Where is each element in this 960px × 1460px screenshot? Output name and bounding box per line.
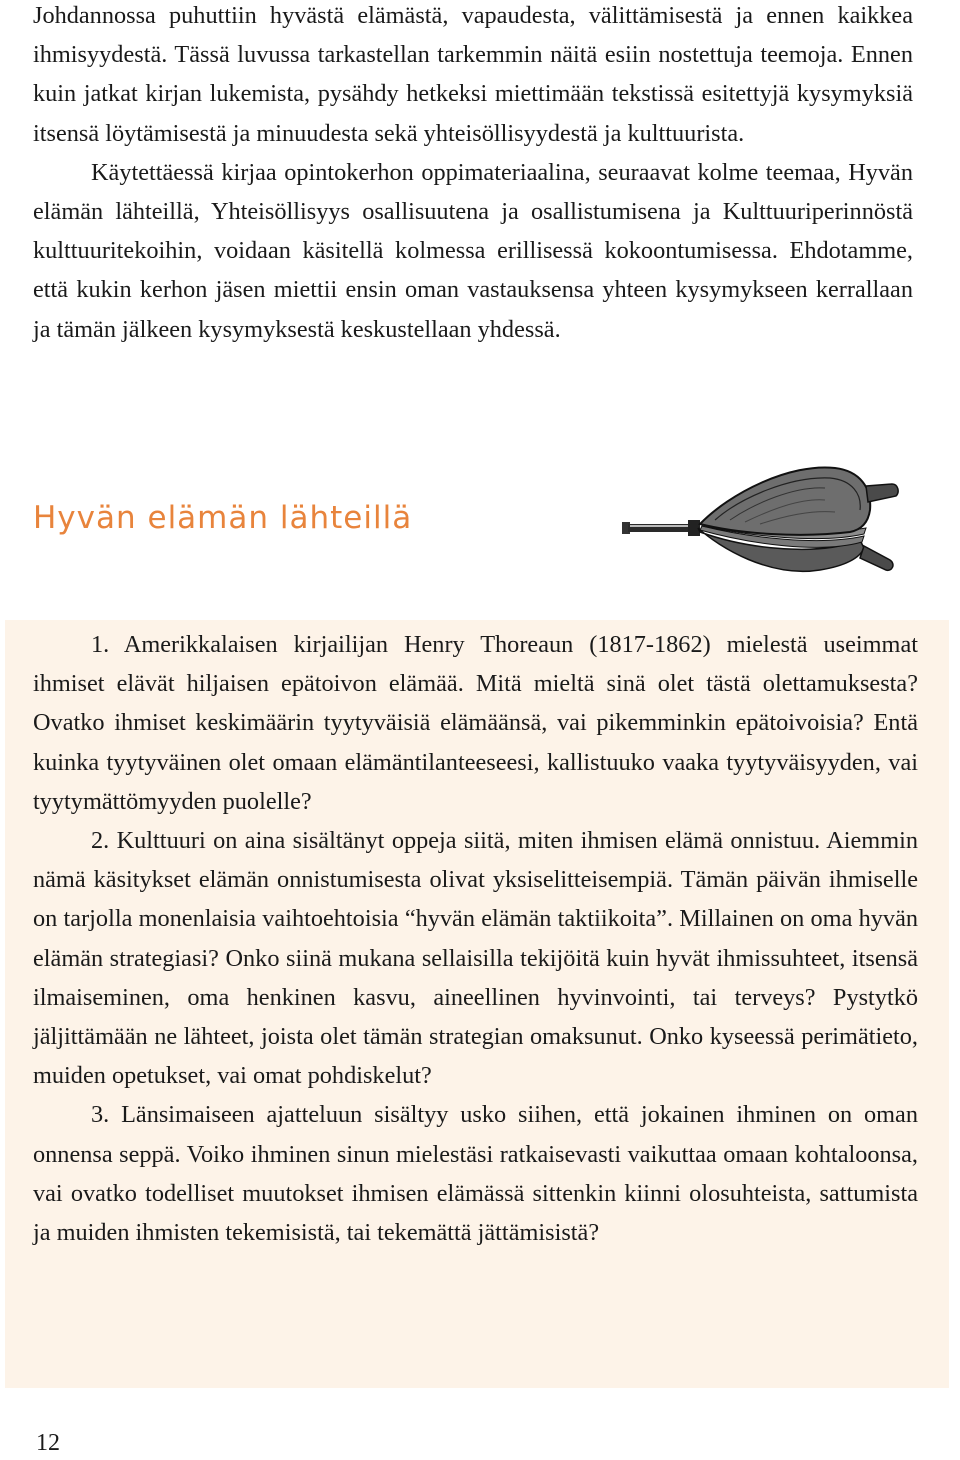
question-item-1: 1. Amerikkalaisen kirjailijan Henry Thoreaun (1817-1862) mielestä useimmat ihmiset elävät hiljaisen epätoivon elämää. Mitä mieltä sinä olet tästä olettamuksesta? Ovatko ihmiset keskimäärin tyytyväisiä elämäänsä, vai pikemminkin epätoivoisia? Entä kuinka tyytyväinen olet omaan elämäntilanteeseesi, kallistuuko vaaka tyytyväisyyden, vai tyytymättömyyden puolelle?: [33, 631, 918, 815]
intro-paragraph-1: Johdannossa puhuttiin hyvästä elämästä, vapaudesta, välittämisestä ja ennen kaikkea ihmisyydestä. Tässä luvussa tarkastellan tarkemmin näitä esiin nostettuja teemoja. Ennen kuin jatkat kirjan lukemista, pysähdy hetkeksi miettimään tekstissä esitettyjä kysymyksiä itsensä löytämisestä ja minuudesta sekä yhteisöllisyydestä ja kulttuurista.: [33, 2, 913, 147]
intro-paragraph-2: Käytettäessä kirjaa opintokerhon oppimateriaalina, seuraavat kolme teemaa, Hyvän elämän lähteillä, Yhteisöllisyys osallisuutena ja osallistumisena ja Kulttuuriperinnöstä kulttuuritekoihin, voidaan käsitellä kolmessa erillisessä kokoontumisessa. Ehdotamme, että kukin kerhon jäsen miettii ensin oman vastauksensa yhteen kysymykseen kerrallaan ja tämän jälkeen kysymyksestä keskustellaan yhdessä.: [33, 158, 913, 343]
questions-list: [33, 625, 918, 1252]
bellows-icon: [620, 458, 900, 588]
section-heading: Hyvän elämän lähteillä: [33, 500, 413, 536]
page-number: 12: [36, 1430, 60, 1456]
questions-box: [5, 620, 949, 1388]
intro-text: [33, 0, 913, 349]
question-item-3: 3. Länsimaiseen ajatteluun sisältyy usko siihen, että jokainen ihminen on oman onnensa seppä. Voiko ihminen sinun mielestäsi ratkaisevasti vaikuttaa omaan kohtaloonsa, vai ovatko todelliset muutokset ihmisen elämässä sittenkin kiinni olosuhteista, sattumista ja muiden ihmisten tekemisistä, tai tekemättä jättämisistä?: [33, 1101, 918, 1247]
question-item-2: 2. Kulttuuri on aina sisältänyt oppeja siitä, miten ihmisen elämä onnistuu. Aiemmin nämä käsitykset elämän onnistumisesta olivat yksiselitteisempiä. Tämän päivän ihmiselle on tarjolla monenlaisia vaihtoehtoisia “hyvän elämän taktiikoita”. Millainen on oma hyvän elämän strategiasi? Onko siinä mukana sellaisilla tekijöitä kuin hyvät ihmissuhteet, itsensä ilmaiseminen, oma henkinen kasvu, aineellinen hyvinvointi, tai terveys? Pystytkö jäljittämään ne lähteet, joista olet tämän strategian omaksunut. Onko kyseessä perimätieto, muiden opetukset, vai omat pohdiskelut?: [33, 827, 918, 1090]
